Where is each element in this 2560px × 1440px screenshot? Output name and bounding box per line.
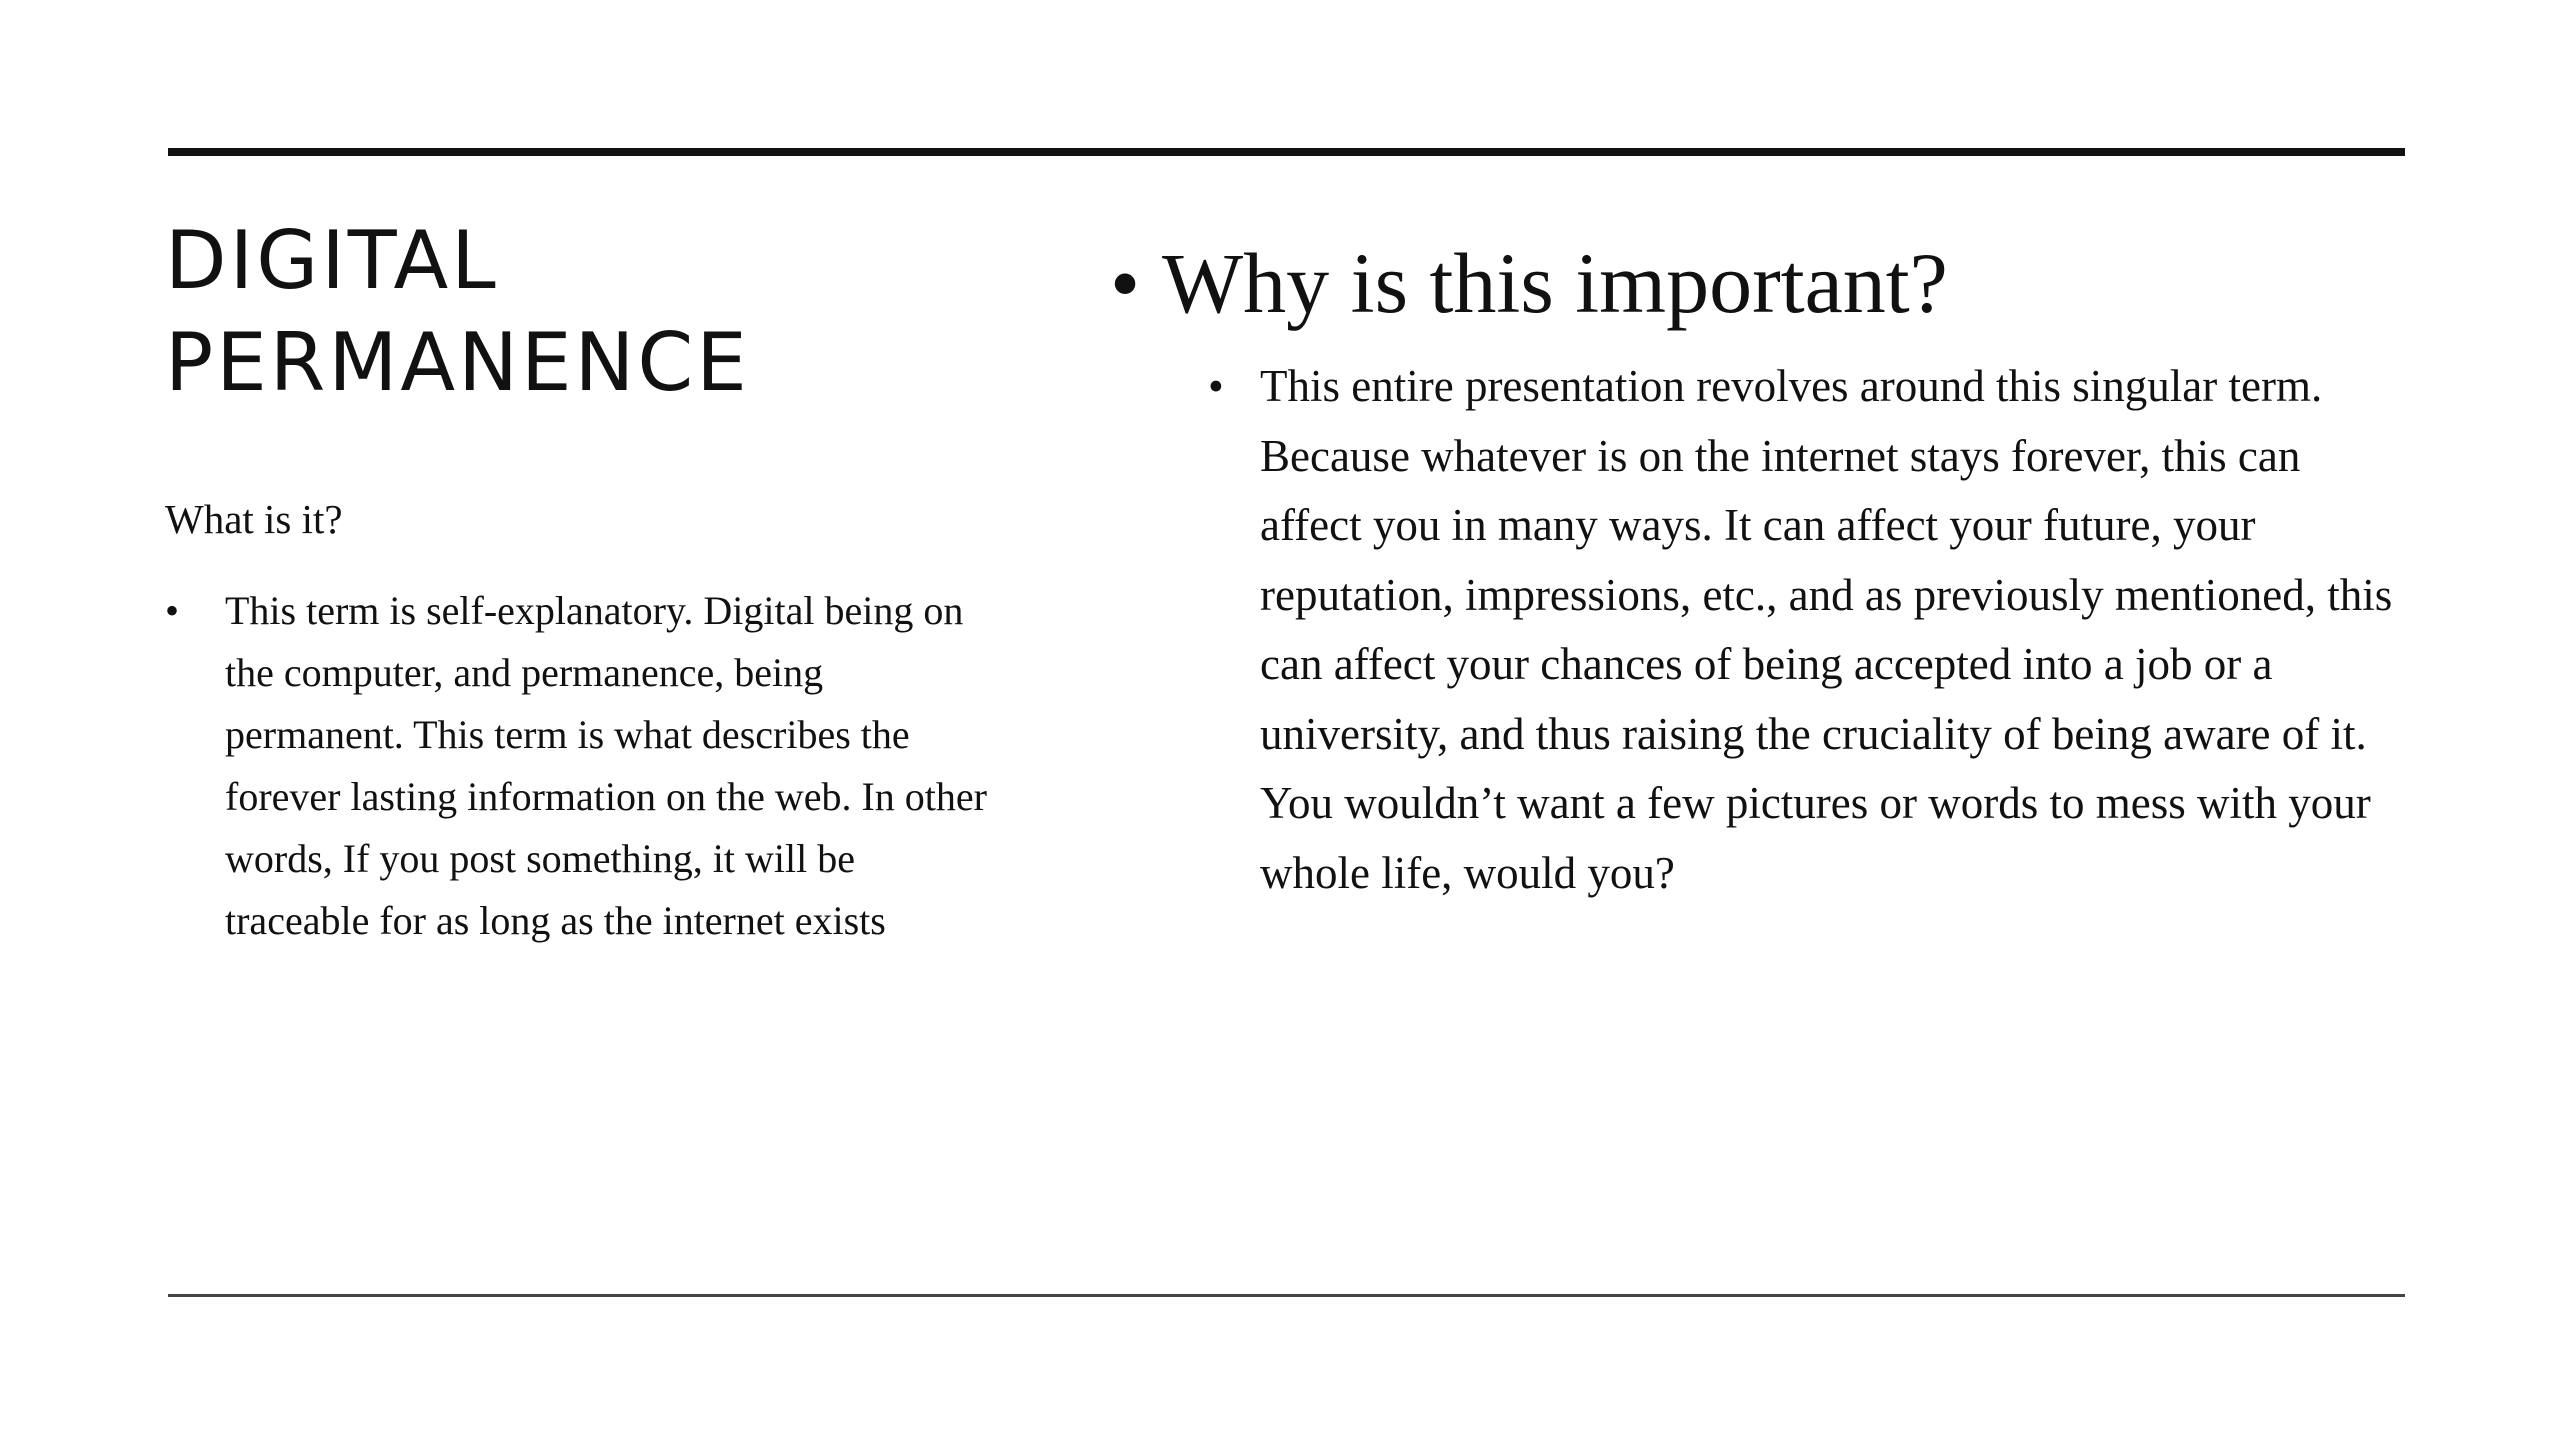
- definition-text: This term is self-explanatory. Digital being on the computer, and permanence, being permanent. This term is what describes the forever lasting information on the web. In other words, If you post something, it will be traceable for as long as the internet exists: [225, 588, 987, 943]
- importance-list: [1110, 352, 2410, 908]
- why-important-heading: [1110, 228, 2410, 338]
- top-divider-line: [168, 148, 2405, 156]
- left-column: [165, 210, 1005, 952]
- heading-bullet-dot-icon: •: [1110, 235, 1141, 331]
- definition-list: [165, 580, 1005, 952]
- right-column: [1110, 228, 2410, 908]
- slide-title-line-2: PERMANENCE: [165, 316, 750, 409]
- bullet-dot-icon: •: [1208, 361, 1224, 411]
- importance-text: This entire presentation revolves around this singular term. Because whatever is on the internet stays forever, this can affect you in many ways. It can affect your future, your reputation, impressions, etc., and as previously mentioned, this can affect your chances of being accepted into a job or a university, and thus raising the cruciality of being aware of it. You wouldn’t want a few pictures or words to mess with your whole life, would you?: [1260, 361, 2393, 898]
- slide-title: [165, 210, 1005, 414]
- bottom-divider-line: [168, 1294, 2405, 1297]
- what-is-it-subheading: What is it?: [165, 496, 343, 542]
- slide-title-line-1: DIGITAL: [165, 214, 499, 307]
- bullet-dot-icon: •: [165, 588, 180, 633]
- importance-bullet: [1110, 352, 2410, 908]
- why-important-heading-text: Why is this important?: [1162, 235, 1948, 331]
- definition-bullet: [165, 580, 1005, 952]
